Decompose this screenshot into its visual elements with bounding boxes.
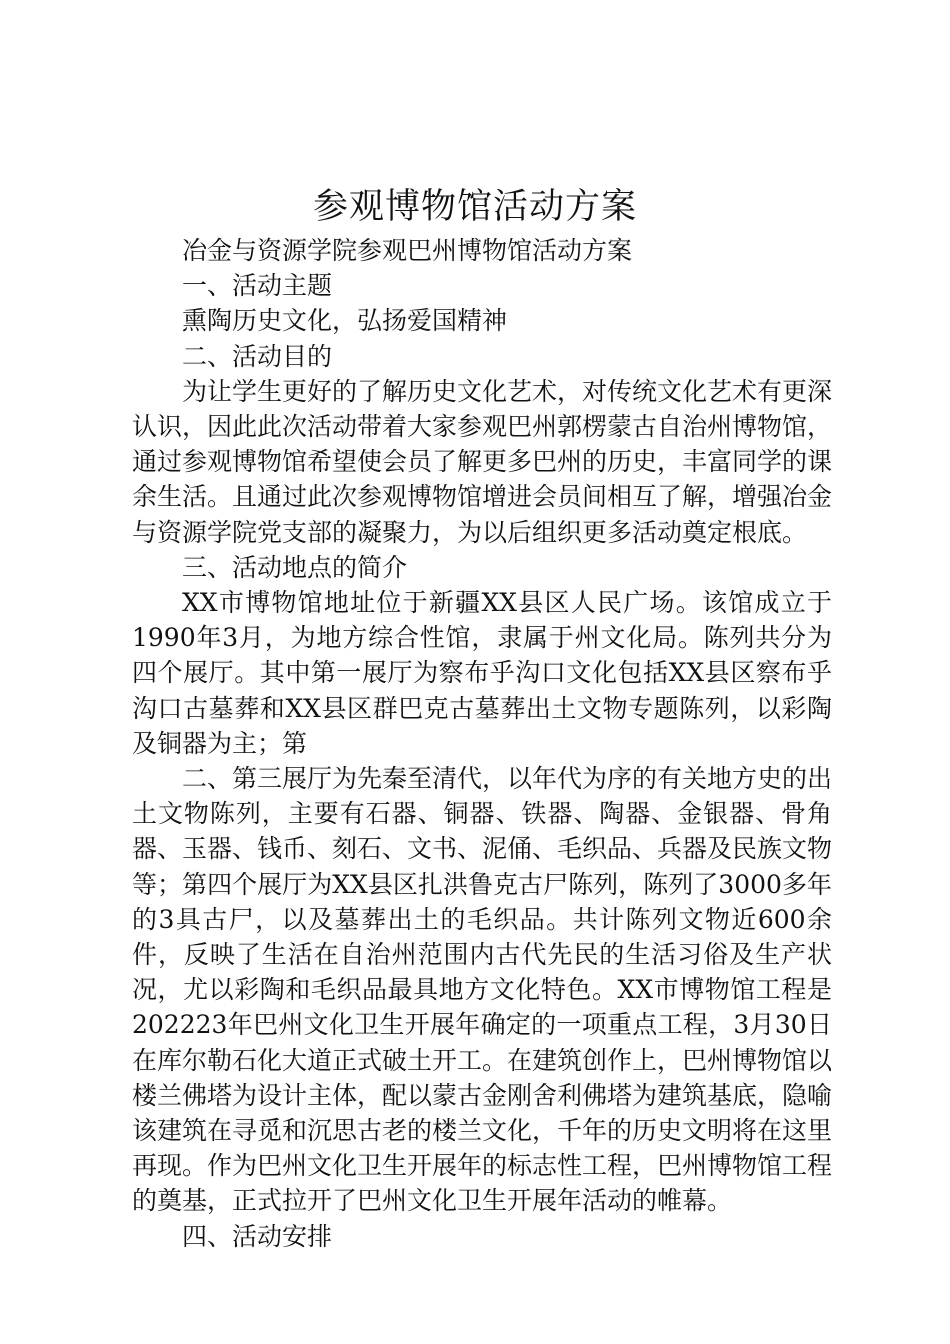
section-heading-theme: 一、活动主题: [182, 271, 333, 301]
paragraph-location-intro: XX市博物馆地址位于新疆XX县区人民广场。该馆成立于1990年3月，为地方综合性馆，隶属于州文化局。陈列共分为四个展厅。其中第一展厅为察布乎沟口文化包括XX县区察布乎沟口古墓葬和XX县区群巴克古墓葬出土文物专题陈列，以彩陶及铜器为主；第: [132, 588, 832, 758]
paragraph-subtitle: 冶金与资源学院参观巴州博物馆活动方案: [182, 236, 633, 265]
document-title: 参观博物馆活动方案: [312, 187, 637, 227]
document-body: [132, 233, 832, 1254]
section-heading-arrangement: 四、活动安排: [182, 1221, 333, 1251]
section-heading-purpose: 二、活动目的: [182, 341, 333, 371]
paragraph-location-detail: 二、第三展厅为先秦至清代，以年代为序的有关地方史的出土文物陈列，主要有石器、铜器、铁器、陶器、金银器、骨角器、玉器、钱币、刻石、文书、泥俑、毛织品、兵器及民族文物等；第四个展厅为XX县区扎洪鲁克古尸陈列，陈列了3000多年的3具古尸，以及墓葬出土的毛织品。共计陈列文物近600余件，反映了生活在自治州范围内古代先民的生活习俗及生产状况，尤以彩陶和毛织品最具地方文化特色。XX市博物馆工程是202223年巴州文化卫生开展年确定的一项重点工程，3月30日在库尔勒石化大道正式破土开工。在建筑创作上，巴州博物馆以楼兰佛塔为设计主体，配以蒙古金刚舍利佛塔为建筑基底，隐喻该建筑在寻觅和沉思古老的楼兰文化，千年的历史文明将在这里再现。作为巴州文化卫生开展年的标志性工程，巴州博物馆工程的奠基，正式拉开了巴州文化卫生开展年活动的帷幕。: [132, 764, 833, 1216]
paragraph-theme: 熏陶历史文化，弘扬爱国精神: [182, 306, 508, 336]
paragraph-purpose: 为让学生更好的了解历史文化艺术，对传统文化艺术有更深认识，因此此次活动带着大家参观巴州郭楞蒙古自治州博物馆，通过参观博物馆希望使会员了解更多巴州的历史，丰富同学的课余生活。且通过此次参观博物馆增进会员间相互了解，增强冶金与资源学院党支部的凝聚力，为以后组织更多活动奠定根底。: [132, 376, 833, 547]
section-heading-location: 三、活动地点的简介: [182, 552, 408, 582]
